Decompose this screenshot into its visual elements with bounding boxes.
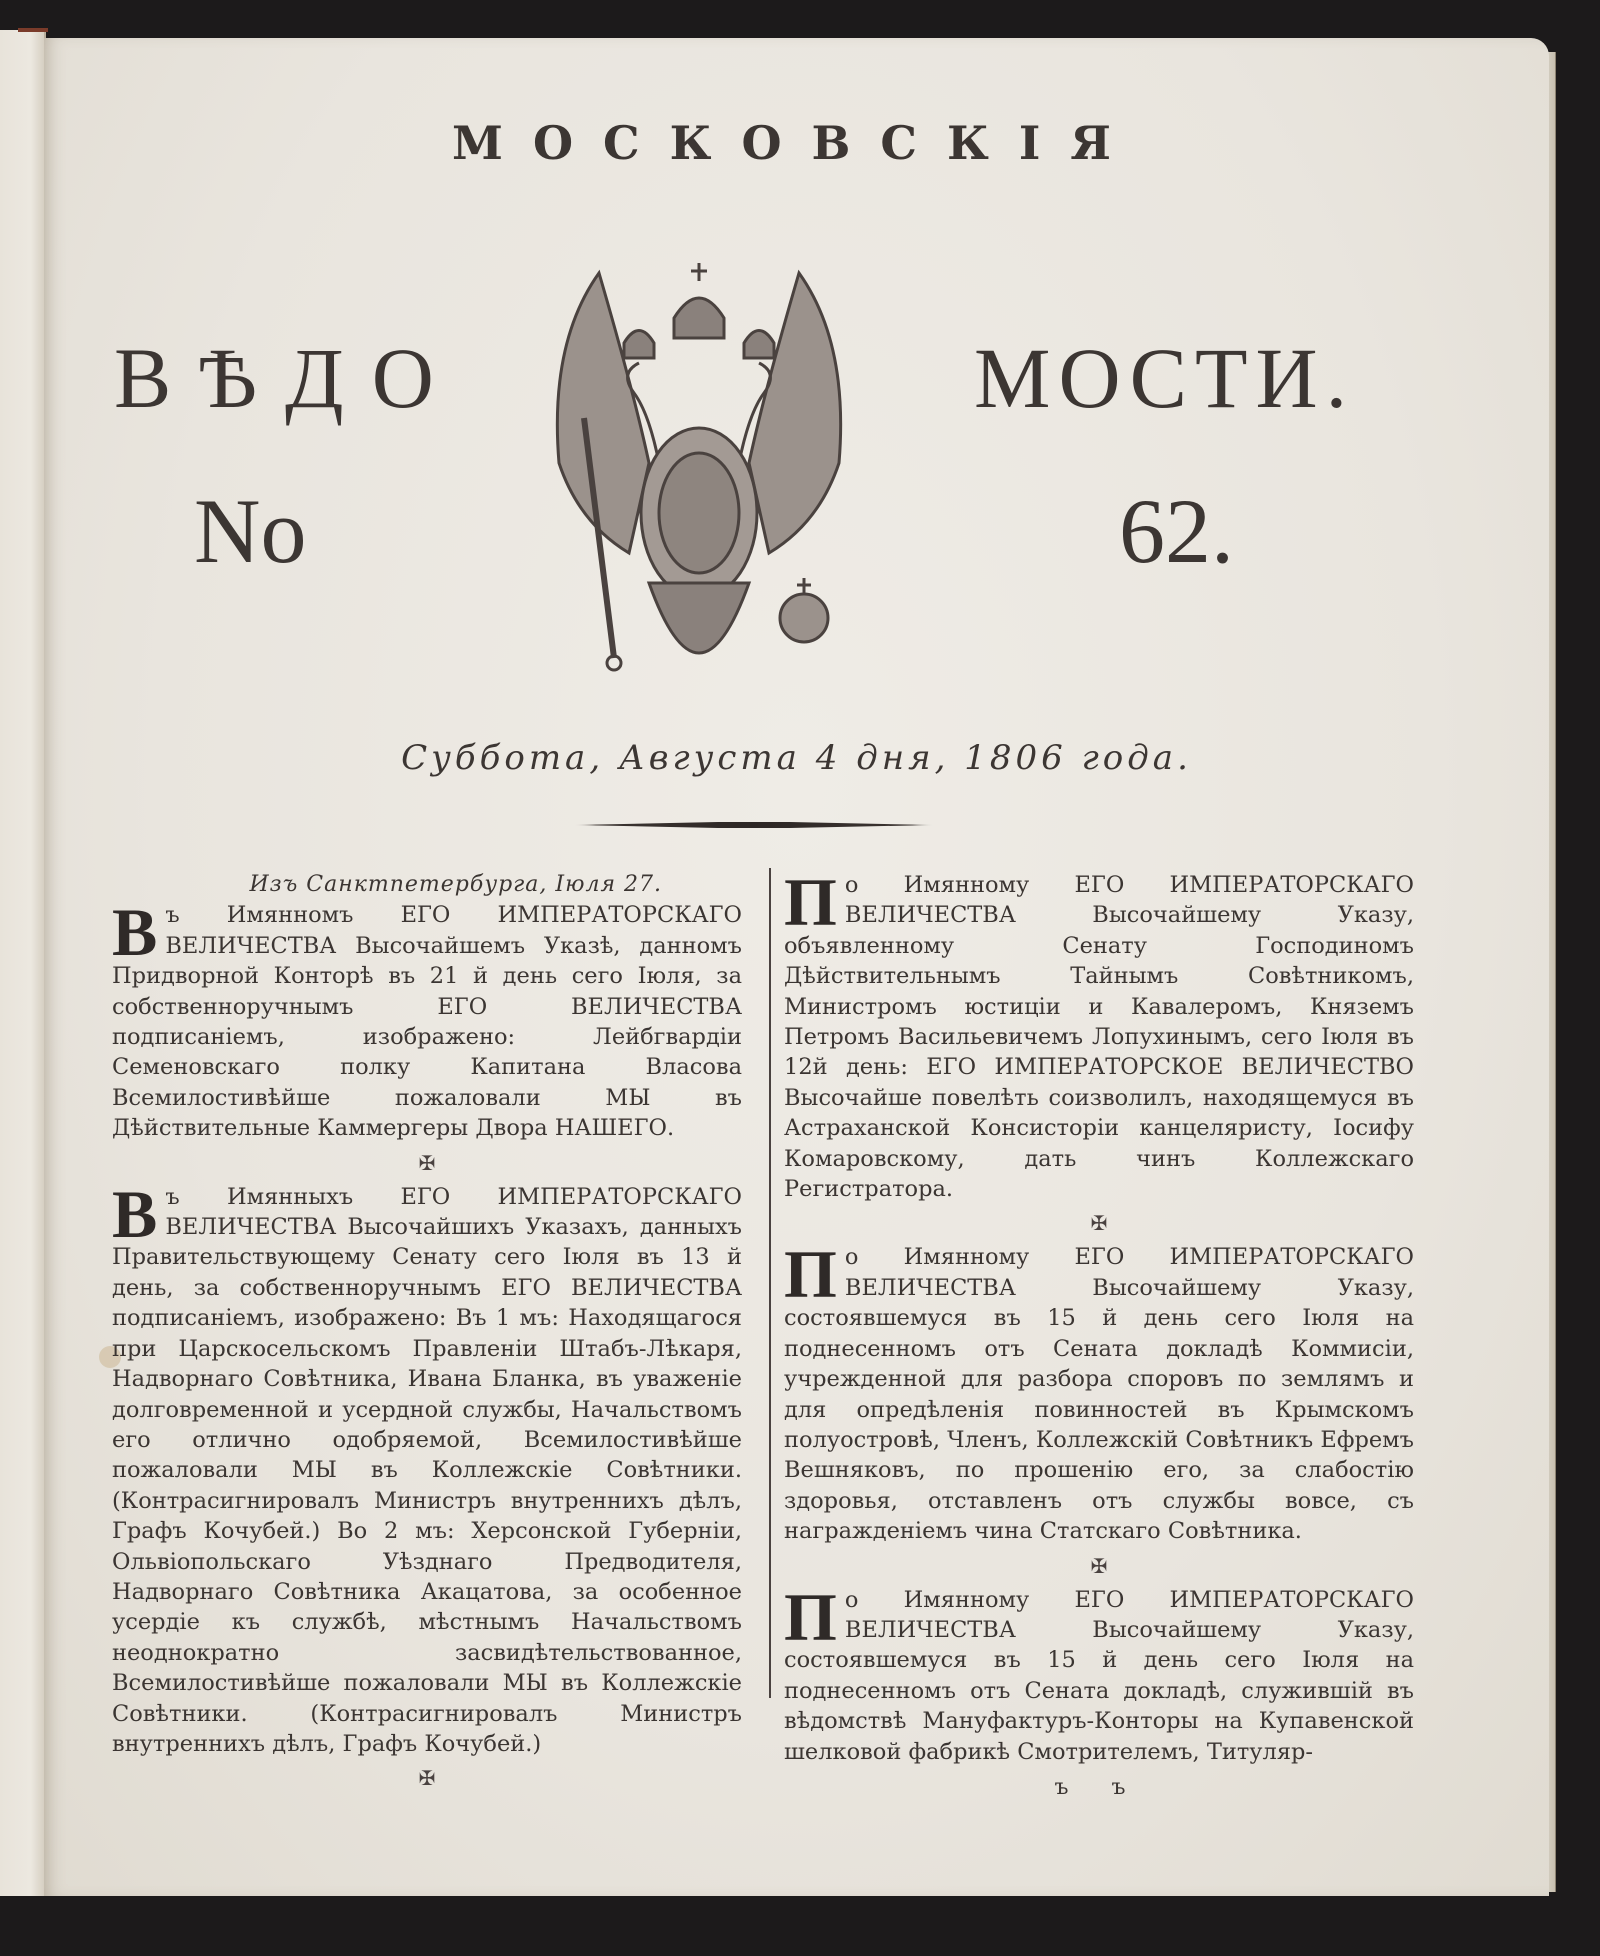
article-paragraph bbox=[784, 1236, 1414, 1546]
article-text: ъ Имянномъ ЕГО ИМПЕРАТОРСКАГО ВЕЛИЧЕСТВА Высочайшемъ Указѣ, данномъ Придворной Конторѣ въ 21 й день сего Іюля, за собственноручнымъ ЕГО ВЕЛИЧЕСТВА подписаніемъ, изображено: Лейбгвардіи Семеновскаго полку Капитана Власова Всемилостивѣйше пожаловали МЫ въ Дѣйствительные Каммергеры Двора НАШЕГО. bbox=[112, 902, 742, 1142]
article-paragraph bbox=[112, 894, 742, 1143]
cross-ornament-icon: ✠ bbox=[1090, 1211, 1108, 1236]
column-divider bbox=[769, 868, 771, 1698]
article-paragraph bbox=[784, 1578, 1414, 1767]
drop-cap: В bbox=[112, 1175, 158, 1252]
issue-number-label: No bbox=[194, 480, 307, 582]
article-text: о Имянному ЕГО ИМПЕРАТОРСКАГО ВЕЛИЧЕСТВА Высочайшему Указу, состоявшемуся въ 15 й день сего Іюля на поднесенномъ отъ Сената докладѣ, служившій въ вѣдомствѣ Мануфактуръ-Конторы на Купавенской шелковой фабрикѣ Смотрителемъ, Титуляр- bbox=[784, 1586, 1414, 1765]
article-paragraph bbox=[112, 1175, 742, 1760]
catchword: ъ ъ bbox=[1054, 1774, 1144, 1800]
masthead-title-left: ВѢДО bbox=[114, 330, 462, 426]
issue-number-value: 62. bbox=[1119, 480, 1234, 582]
cross-ornament-icon: ✠ bbox=[418, 1766, 436, 1791]
article-text: о Имянному ЕГО ИМПЕРАТОРСКАГО ВЕЛИЧЕСТВА Высочайшему Указу, состоявшемуся въ 15 й день сего Іюля на поднесенномъ отъ Сената докладѣ Коммисіи, учрежденной для разбора споровъ по землямъ и для опредѣленія повинностей въ Крымскомъ полуостровѣ, Членъ, Коллежскій Совѣтникъ Ефремъ Вешняковъ, по прошенію его, за слабостію здоровья, отставленъ отъ службы вовсе, съ награжденіемъ чина Статскаго Совѣтника. bbox=[784, 1244, 1414, 1545]
left-column bbox=[112, 870, 742, 1797]
drop-cap: П bbox=[784, 1578, 837, 1655]
cross-ornament-icon: ✠ bbox=[418, 1150, 436, 1175]
article-text: о Имянному ЕГО ИМПЕРАТОРСКАГО ВЕЛИЧЕСТВА Высочайшему Указу, объявленному Сенату Господиномъ Дѣйствительнымъ Тайнымъ Совѣтникомъ, Министромъ юстиціи и Кавалеромъ, Княземъ Петромъ Васильевичемъ Лопухинымъ, сего Іюля въ 12й день: ЕГО ИМПЕРАТОРСКОЕ ВЕЛИЧЕСТВО Высочайше повелѣть соизволилъ, находящемуся въ Астраханской Консисторіи канцеляристу, Іосифу Комаровскому, дать чинъ Коллежскаго Регистратора. bbox=[784, 872, 1414, 1203]
double-headed-eagle-icon bbox=[539, 263, 859, 703]
article-text: ъ Имянныхъ ЕГО ИМПЕРАТОРСКАГО ВЕЛИЧЕСТВА Высочайшихъ Указахъ, данныхъ Правительствующему Сенату сего Іюля въ 13 й день, за собственноручнымъ ЕГО ВЕЛИЧЕСТВА подписаніемъ, изображено: Въ 1 мъ: Находящагося при Царскосельскомъ Правленіи Штабъ-Лѣкаря, Надворнаго Совѣтника, Ивана Бланка, въ уваженіе долговременной и усердной службы, Начальствомъ его отлично одобряемой, Всемилостивѣйше пожаловали МЫ въ Коллежскіе Совѣтники. (Контрасигнировалъ Министръ внутреннихъ дѣлъ, Графъ Кочубей.) Во 2 мъ: Херсонской Губерніи, Ольвіопольскаго Уѣзднаго Предводителя, Надворнаго Совѣтника Акацатова, за особенное усердіе къ службѣ, мѣстнымъ Начальствомъ неоднократно засвидѣтельствованное, Всемилостивѣйше пожаловали МЫ въ Коллежскіе Совѣтники. (Контрасигнировалъ Министръ внутреннихъ дѣлъ, Графъ Кочубей.) bbox=[112, 1183, 742, 1757]
cross-ornament-icon: ✠ bbox=[1090, 1553, 1108, 1578]
previous-page-leaf bbox=[0, 30, 46, 1896]
right-column bbox=[784, 864, 1414, 1803]
article-paragraph bbox=[784, 864, 1414, 1204]
drop-cap: П bbox=[784, 864, 837, 940]
drop-cap: П bbox=[784, 1236, 837, 1313]
masthead-top-line: МОСКОВСКІЯ bbox=[452, 116, 1141, 170]
binding-edge bbox=[18, 28, 48, 32]
masthead-title-right: МОСТИ. bbox=[974, 330, 1356, 426]
news-place-date: Изъ Санктпетербурга, Іюля 27. bbox=[249, 872, 662, 897]
drop-cap: В bbox=[112, 894, 158, 971]
issue-dateline: Суббота, Августа 4 дня, 1806 года. bbox=[401, 738, 1192, 778]
header-rule bbox=[574, 822, 934, 828]
newspaper-page bbox=[44, 38, 1549, 1896]
